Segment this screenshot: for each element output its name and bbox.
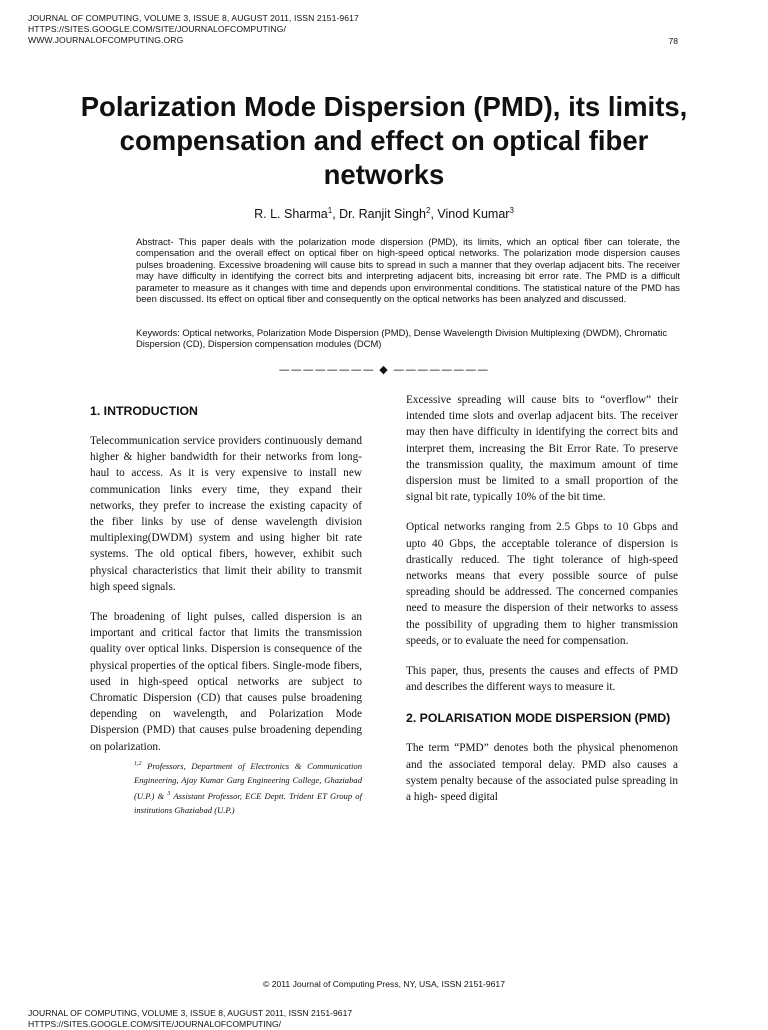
keywords: Keywords: Optical networks, Polarization Mode Dispersion (PMD), Dense Wavelength Division Multiplexing (DWDM), Chromatic Dispersion (CD), Dispersion compensation modules (DCM) xyxy=(136,327,668,350)
next-page-header xyxy=(28,1008,728,1030)
header-site-line: WWW.JOURNALOFCOMPUTING.ORG xyxy=(28,35,184,45)
running-header xyxy=(28,13,728,46)
page-number: 78 xyxy=(668,36,678,46)
section-heading-pmd: 2. POLARISATION MODE DISPERSION (PMD) xyxy=(406,711,671,726)
author-1: R. L. Sharma xyxy=(254,207,328,222)
abstract: Abstract- This paper deals with the polarization mode dispersion (PMD), its limits, which an optical fiber can tolerate, the compensation and the overall effect on optical fiber on high-speed optical networks. The polarization mode dispersion causes pulses broadening. Excessive broadening will cause bits to spread in such a manner that they overlap adjacent bits. The receiver may have difficulty in identifying the correct bits and interpreting adjacent bits, increasing bit error rate. The PMD is a difficult parameter to measure as it changes with time and depends upon environmental conditions. The statistical nature of the PMD has been discussed. Its effect on optical fiber and consequently on the optical networks has been analyzed and discussed. xyxy=(136,236,680,305)
copyright-footer: © 2011 Journal of Computing Press, NY, USA, ISSN 2151-9617 xyxy=(263,979,505,989)
pmd-paragraph-1: The term “PMD” denotes both the physical phenomenon and the associated temporal delay. PMD also causes a system penalty because of the associated pulse spreading in a high- speed digital xyxy=(406,742,678,804)
next-header-journal-line: JOURNAL OF COMPUTING, VOLUME 3, ISSUE 8, AUGUST 2011, ISSN 2151-9617 xyxy=(28,1008,353,1018)
right-paragraph-1: Excessive spreading will cause bits to “overflow” their intended time slots and overlap adjacent bits. The receiver may then have difficulty in identifying the correct bits and interpret them, increasing the Bit Error Rate. To preserve the transmission quality, the maximum amount of time dispersion must be limited to a small proportion of the signal bit rate, typically 10% of the bit time. xyxy=(406,394,678,504)
author-2-affiliation: 2 xyxy=(426,206,431,215)
right-paragraph-3: This paper, thus, presents the causes and effects of PMD and describes the different ways to measure it. xyxy=(406,665,678,694)
header-journal-line: JOURNAL OF COMPUTING, VOLUME 3, ISSUE 8, AUGUST 2011, ISSN 2151-9617 xyxy=(28,13,359,23)
section-heading-introduction: 1. INTRODUCTION xyxy=(90,404,198,418)
footnote-text-2: Assistant Professor, ECE Deptt. Trident ET Group of institutions Ghaziabad (U.P.) xyxy=(134,790,362,815)
intro-paragraph-1: Telecommunication service providers continuously demand higher & higher bandwidth for their networks from long-haul to access. As it is very expensive to install new communication links every time, they expand their networks, they prefer to increase the existing capacity of the fiber links by use of dense wavelength division multiplexing(DWDM) system and using higher bit rate systems. The old optical fibers, however, exhibit such physical characteristics that limit their ability to transmit high speed signals. xyxy=(90,435,362,593)
right-paragraph-2: Optical networks ranging from 2.5 Gbps to 10 Gbps and upto 40 Gbps, the acceptable tolerance of dispersion is drastically reduced. The tight tolerance of high-speed networks means that every possible source of pulse spreading should be addressed. The concerned companies need to measure the dispersion of their networks to assess the possibility of upgrading them to higher transmission speeds, or to evaluate the need for compensation. xyxy=(406,521,678,647)
section-separator: ———————— ◆ ———————— xyxy=(278,363,490,376)
author-affiliation-footnote xyxy=(90,757,362,817)
footnote-mark-1: 1,2 xyxy=(134,760,142,767)
footnote-text-1: Professors, Department of Electronics & Communication Engineering, Ajay Kumar Garg Engineering College, Ghaziabad (U.P.) & xyxy=(134,760,362,801)
author-3-affiliation: 3 xyxy=(509,206,514,215)
footnote-mark-2: 3 xyxy=(167,790,171,797)
author-2: , Dr. Ranjit Singh xyxy=(332,207,426,222)
intro-paragraph-2: The broadening of light pulses, called dispersion is an important and critical factor that limits the transmission quality over optical links. Dispersion is consequence of the physical properties of the optical fibers. Single-mode fibers, used in high-speed optical networks are subject to Chromatic Dispersion (CD) that causes pulse broadening depending on wavelength, and Polarization Mode Dispersion (PMD) that causes pulse broadening depending on polarization. xyxy=(90,611,362,753)
right-column xyxy=(406,392,678,805)
left-column xyxy=(90,404,362,817)
author-3: , Vinod Kumar xyxy=(430,207,510,222)
author-line xyxy=(60,206,708,221)
header-url-line: HTTPS://SITES.GOOGLE.COM/SITE/JOURNALOFCOMPUTING/ xyxy=(28,24,286,34)
next-header-url-line: HTTPS://SITES.GOOGLE.COM/SITE/JOURNALOFCOMPUTING/ xyxy=(28,1019,282,1029)
author-1-affiliation: 1 xyxy=(327,206,333,215)
paper-title: Polarization Mode Dispersion (PMD), its limits, compensation and effect on optical fiber networks xyxy=(80,91,688,190)
